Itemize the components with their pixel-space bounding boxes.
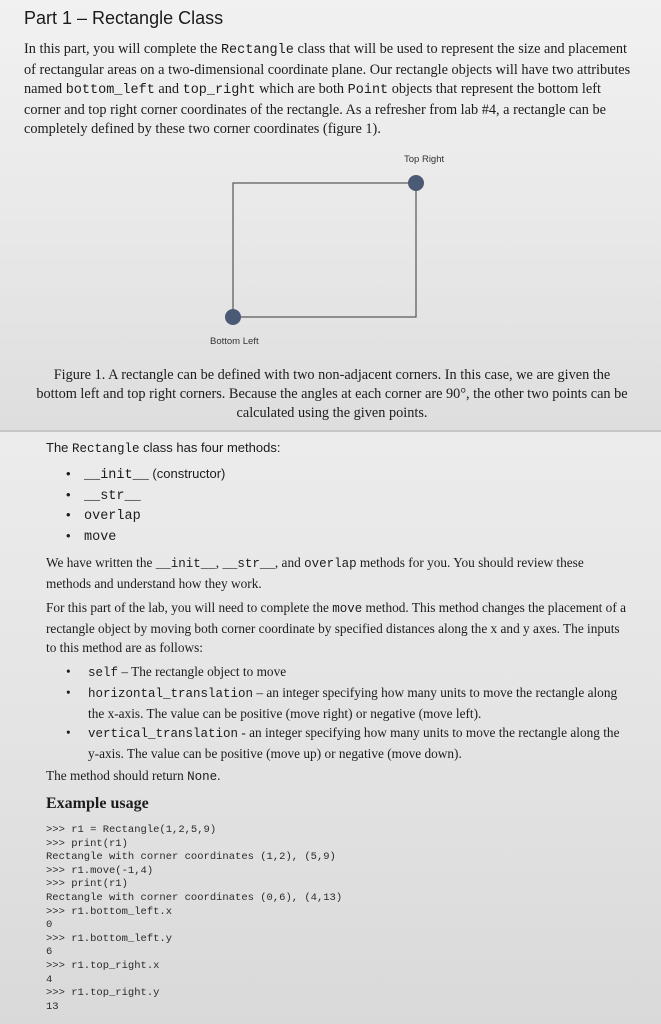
para-text: , — [215, 555, 223, 570]
inputs-list — [62, 662, 622, 763]
bottom-left-corner-point — [225, 309, 241, 325]
method-name: overlap — [84, 509, 141, 524]
para-text: , and — [274, 555, 305, 570]
list-item — [62, 662, 622, 683]
intro-paragraph — [24, 40, 636, 140]
code-line: >>> r1.bottom_left.x — [46, 905, 173, 918]
section-title: Part 1 – Rectangle Class — [24, 8, 224, 28]
param-name: self — [88, 666, 119, 680]
intro-text: In this part, you will complete the — [24, 41, 221, 57]
methods-intro-text: The — [46, 440, 73, 455]
returns-paragraph — [46, 766, 626, 787]
rectangle-diagram — [0, 150, 661, 350]
code-example — [46, 824, 342, 1014]
list-item — [62, 464, 225, 485]
code-line: 6 — [46, 946, 53, 959]
methods-intro-text: class has four methods: — [139, 440, 281, 455]
para-text: . — [217, 768, 221, 783]
para-text: For this part of the lab, you will need to complete the — [46, 600, 333, 615]
code-line: 4 — [46, 973, 53, 986]
code-line: Rectangle with corner coordinates (1,2), (5,9) — [46, 851, 336, 864]
code-line: >>> print(r1) — [46, 878, 128, 891]
para-text: method. This method changes the placement of a rectangle object by moving both corner coordinate by specified distances along the x and y axes. The inputs to this method are as follows: — [46, 600, 626, 655]
rectangle-figure — [0, 150, 661, 350]
code-term: None — [187, 770, 218, 784]
code-term: top_right — [182, 83, 256, 99]
param-desc: – The rectangle object to move — [118, 664, 287, 679]
method-note: (constructor) — [148, 466, 226, 481]
code-line: >>> print(r1) — [46, 837, 128, 850]
code-term: bottom_left — [65, 83, 155, 99]
code-line: >>> r1.move(-1,4) — [46, 864, 154, 877]
intro-text: which are both — [255, 81, 348, 98]
top-right-corner-point — [408, 175, 424, 191]
code-term: move — [332, 602, 363, 616]
method-name: move — [84, 529, 117, 545]
list-item — [62, 526, 225, 547]
intro-text: and — [154, 81, 183, 98]
list-item — [62, 485, 225, 506]
code-term: Rectangle — [72, 442, 140, 456]
code-term: __str__ — [222, 557, 275, 571]
code-line: >>> r1.top_right.y — [46, 987, 160, 1000]
methods-intro — [46, 440, 280, 456]
method-name: __init__ — [84, 468, 149, 483]
bottom-left-label: Bottom Left — [210, 336, 259, 347]
method-name: __str__ — [84, 488, 141, 504]
param-desc: – an integer specifying how many units to move the rectangle along the x-axis. The value can be positive (move right) or negative (move left). — [88, 685, 618, 721]
code-term: __init__ — [155, 557, 216, 571]
code-line: >>> r1.bottom_left.y — [46, 932, 173, 945]
written-paragraph — [46, 553, 626, 593]
param-desc: - an integer specifying how many units to move the rectangle along the y-axis. The value can be positive (move up) or negative (move down). — [88, 725, 620, 761]
intro-text: objects that represent the bottom left corner and top right corner coordinates of the rectangle. As a refresher from lab #4, a rectangle can be completely defined by these two corner coordinates (figure 1). — [24, 81, 606, 138]
para-text: The method should return — [46, 768, 188, 783]
code-line: >>> r1 = Rectangle(1,2,5,9) — [46, 824, 217, 836]
para-text: methods for you. You should review these methods and understand how they work. — [46, 555, 584, 591]
code-line: >>> r1.top_right.x — [46, 959, 160, 972]
list-item — [62, 505, 225, 526]
methods-list — [62, 464, 225, 546]
code-line: Rectangle with corner coordinates (0,6), (4,13) — [46, 891, 343, 904]
intro-text: class that will be used to represent the size and placement of rectangular areas on a two-dimensional coordinate plane. Our rectangle objects will have two attributes named — [24, 41, 631, 98]
list-item — [62, 723, 622, 763]
code-term: overlap — [304, 557, 357, 571]
code-term: Point — [347, 83, 389, 99]
top-right-label: Top Right — [404, 154, 445, 165]
para-text: We have written the — [46, 555, 156, 570]
code-line: 13 — [46, 1000, 59, 1013]
figure-caption: Figure 1. A rectangle can be defined with two non-adjacent corners. In this case, we are given the bottom left and top right corners. Because the angles at each corner are 90°, the other two points can be calculated using the given points. — [36, 367, 628, 421]
code-line: 0 — [46, 919, 53, 932]
example-heading: Example usage — [46, 795, 149, 812]
rectangle-outline — [233, 183, 416, 317]
list-item — [62, 683, 622, 723]
move-paragraph — [46, 598, 626, 657]
param-name: horizontal_translation — [88, 687, 254, 701]
param-name: vertical_translation — [88, 727, 239, 741]
code-term: Rectangle — [220, 43, 294, 58]
